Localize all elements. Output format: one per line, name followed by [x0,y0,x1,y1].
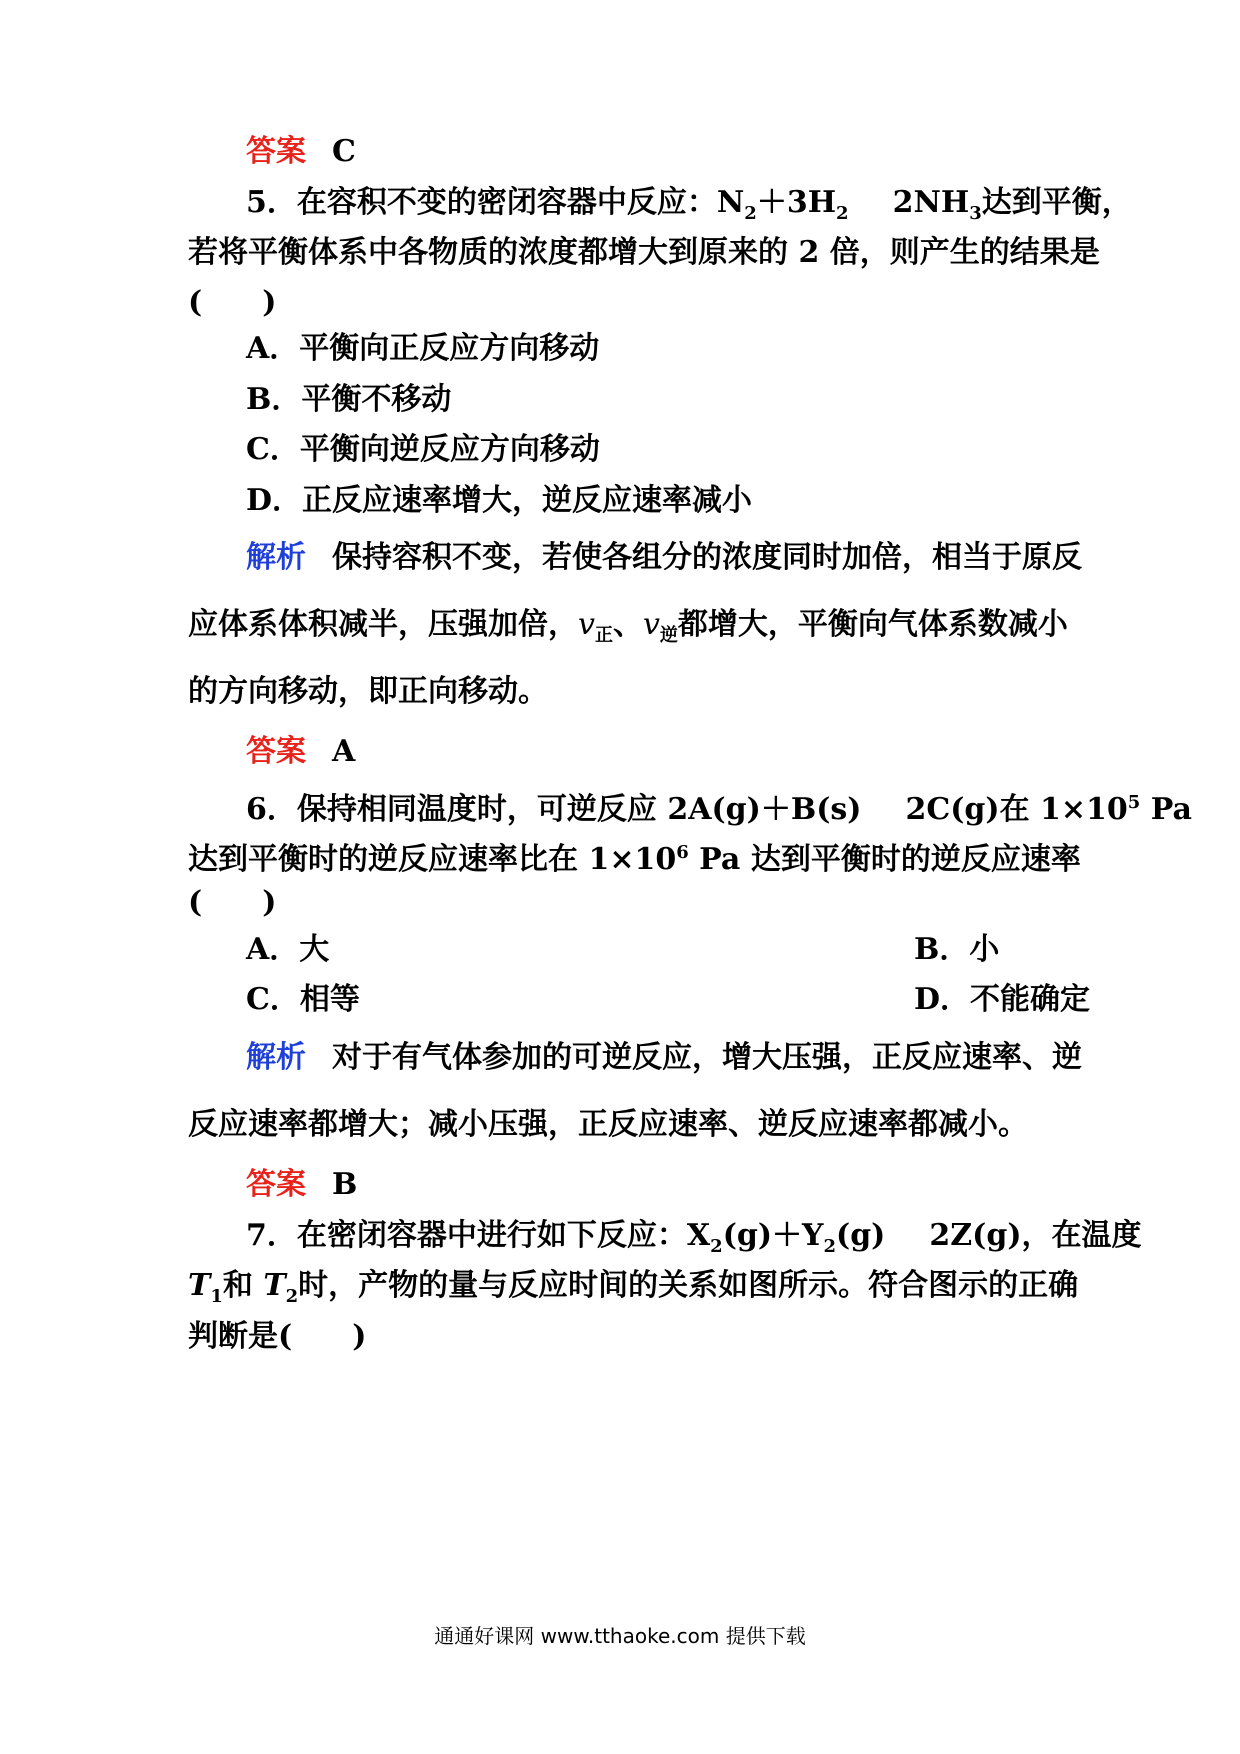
q6-stem-line-2: 达到平衡时的逆反应速率比在 $1\times 10^6$ Pa 达到平衡时的逆反应速率 [188,842,1081,877]
q6-options-row-2 [246,981,1091,1019]
answer-label: 答案 [246,134,306,169]
q5-analysis-line-1: 解析 保持容积不变，若使各组分的浓度同时加倍，相当于原反 [246,540,1082,575]
analysis-label: 解析 [246,540,306,575]
q5-option-c: C．平衡向逆反应方向移动 [246,432,600,467]
q5-option-b: B．平衡不移动 [246,382,452,417]
q5-answer [246,733,1054,771]
answer-value: B [332,1167,358,1202]
q4-answer [246,133,1054,171]
q6-analysis-line-1: 解析 对于有气体参加的可逆反应，增大压强，正反应速率、逆 [246,1040,1082,1075]
page-footer: 通通好课网 www.tthaoke.com 提供下载 [434,1624,806,1648]
q5-stem-line-3: ( ) [188,285,277,320]
q7-stem-line-1: 7．在密闭容器中进行如下反应：$X_2(g)+Y_2(g)$ 2Z(g)，在温度 [246,1218,1142,1257]
q7-stem-line-3: 判断是( ) [188,1319,367,1354]
q6-option-d: D．不能确定 [914,982,1091,1017]
q5-option-d: D．正反应速率增大，逆反应速率减小 [246,483,753,518]
q6-answer [246,1166,1054,1204]
q5-option-a: A．平衡向正反应方向移动 [246,331,600,366]
q5-analysis-line-2: 应体系体积减半，压强加倍，$v_正$、$v_逆$都增大，平衡向气体系数减小 [188,607,1068,646]
analysis-label: 解析 [246,1040,306,1075]
q7-stem-line-2: $T_1$和 $T_2$时，产物的量与反应时间的关系如图所示。符合图示的正确 [188,1268,1079,1307]
q6-stem-line-3: ( ) [188,885,277,920]
q6-options-row-1 [246,931,1054,969]
answer-label: 答案 [246,734,306,769]
q6-analysis-line-2: 反应速率都增大；减小压强，正反应速率、逆反应速率都减小。 [188,1107,1028,1142]
q5-stem-line-1: 5．在容积不变的密闭容器中反应：$N_2+3H_2$ $2NH_3$达到平衡， [246,185,1132,224]
q5-stem-line-2: 若将平衡体系中各物质的浓度都增大到原来的 2 倍，则产生的结果是 [188,235,1100,270]
q6-option-a: A．大 [246,932,330,967]
q6-stem-line-1: 6．保持相同温度时，可逆反应 2A(g)＋B(s) 2C(g)在 $1\times 10^5$ Pa [246,792,1192,827]
q6-option-b: B．小 [914,932,1000,967]
answer-label: 答案 [246,1167,306,1202]
q5-analysis-line-3: 的方向移动，即正向移动。 [188,674,548,709]
answer-value: A [332,734,356,769]
answer-value: C [332,134,356,169]
q6-option-c: C．相等 [246,982,360,1017]
